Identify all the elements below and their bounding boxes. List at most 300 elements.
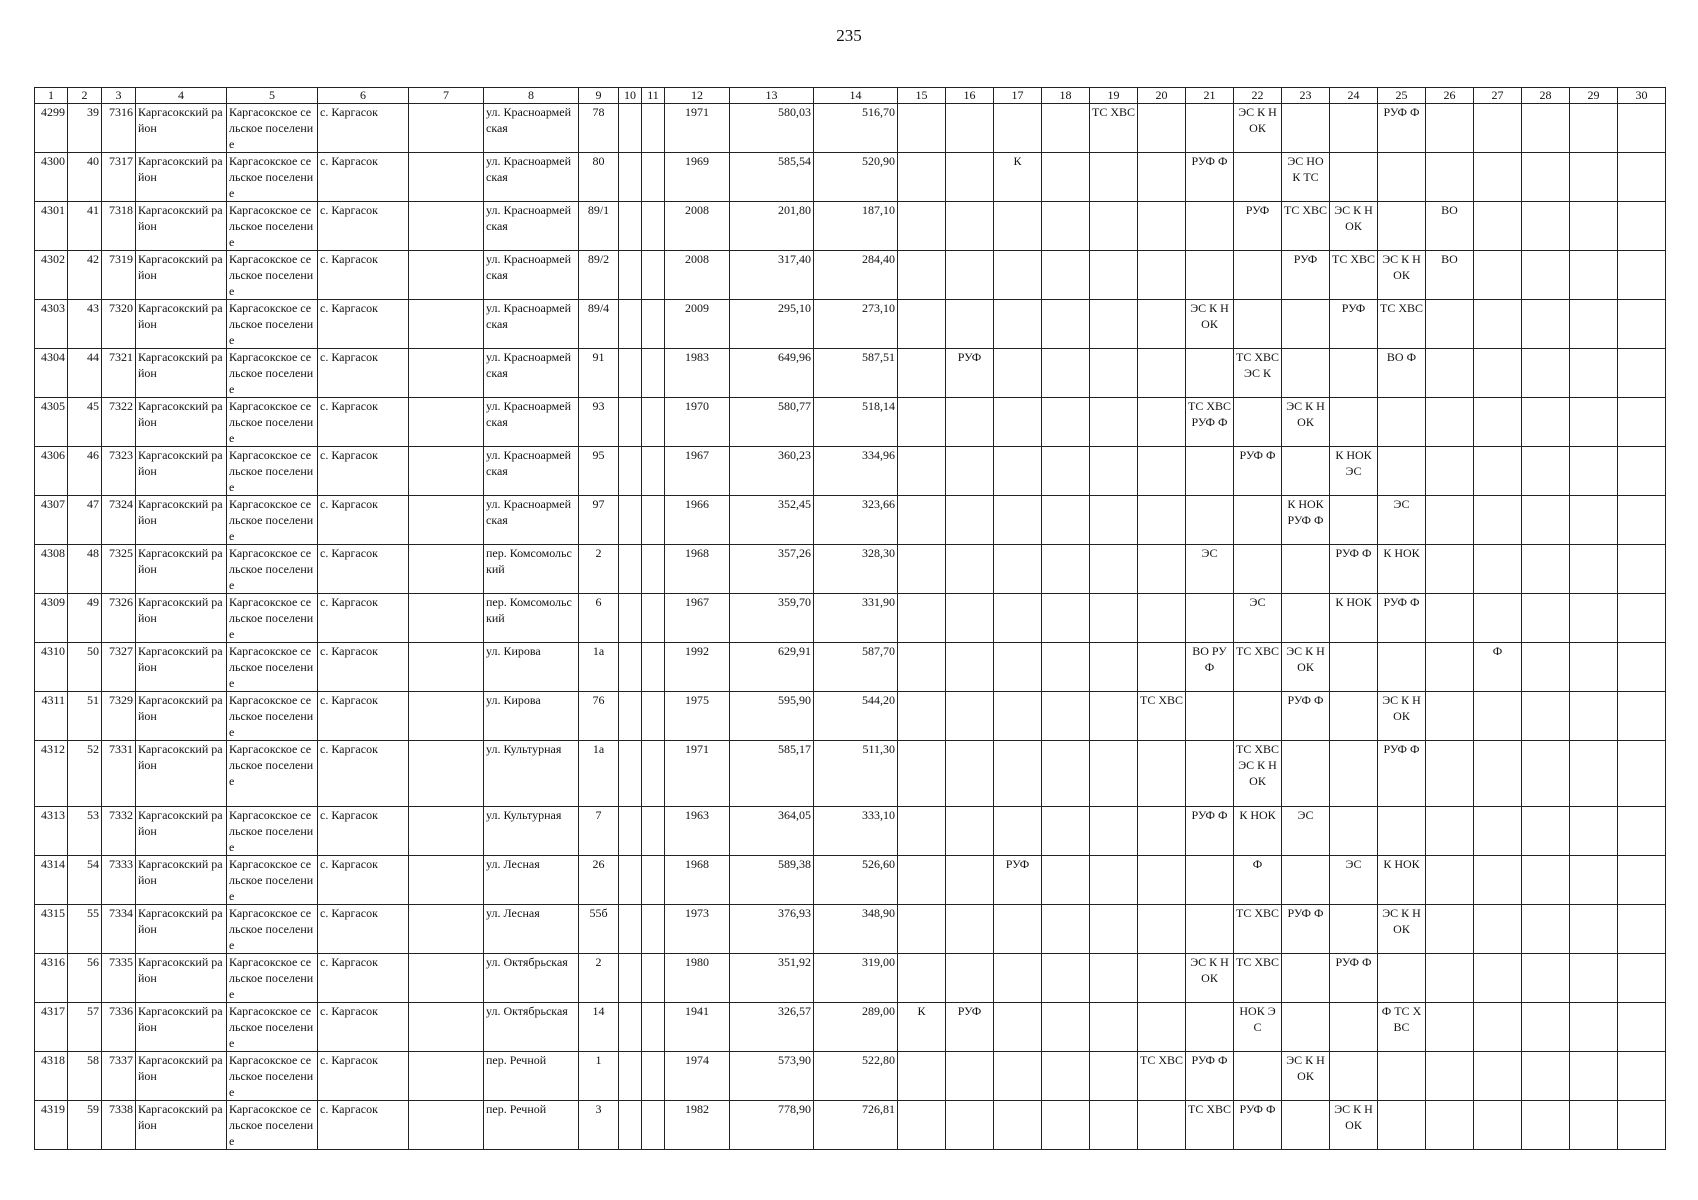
house-number-cell: 55б [579,905,619,954]
work-type-cell-23: ЭС К НОК [1282,643,1330,692]
work-type-cell-17 [994,545,1042,594]
column-7-cell [409,153,484,202]
house-number-cell: 89/2 [579,251,619,300]
column-10-cell [619,300,642,349]
locality-cell: с. Каргасок [318,447,409,496]
work-type-cell-26 [1426,594,1474,643]
work-type-cell-25: ЭС [1378,496,1426,545]
work-type-cell-29 [1570,1003,1618,1052]
work-type-cell-25: РУФ Ф [1378,594,1426,643]
object-id: 7322 [102,398,136,447]
object-id: 7326 [102,594,136,643]
work-type-cell-16 [946,153,994,202]
table-row [35,1003,1666,1052]
work-type-cell-19 [1090,349,1138,398]
total-area-cell: 326,57 [730,1003,814,1052]
work-type-cell-16 [946,807,994,856]
work-type-cell-30 [1618,1003,1666,1052]
work-type-cell-16 [946,496,994,545]
work-type-cell-20 [1138,807,1186,856]
work-type-cell-27 [1474,905,1522,954]
record-number: 4302 [35,251,68,300]
street-cell: ул. Культурная [484,807,579,856]
living-area-cell: 522,80 [814,1052,898,1101]
work-type-cell-24: К НОК ЭС [1330,447,1378,496]
work-type-cell-26 [1426,153,1474,202]
column-header-20: 20 [1138,88,1186,104]
table-body [35,104,1666,1150]
table-row [35,300,1666,349]
column-11-cell [642,954,665,1003]
work-type-cell-22: ЭС [1234,594,1282,643]
work-type-cell-29 [1570,643,1618,692]
object-id: 7317 [102,153,136,202]
build-year-cell: 1966 [665,496,730,545]
build-year-cell: 1963 [665,807,730,856]
work-type-cell-15 [898,1101,946,1150]
work-type-cell-26 [1426,1052,1474,1101]
house-number-cell: 1а [579,643,619,692]
work-type-cell-16 [946,447,994,496]
locality-cell: с. Каргасок [318,300,409,349]
locality-cell: с. Каргасок [318,1052,409,1101]
work-type-cell-27 [1474,496,1522,545]
column-11-cell [642,741,665,807]
sequence-number: 45 [68,398,102,447]
work-type-cell-20 [1138,202,1186,251]
work-type-cell-24: РУФ [1330,300,1378,349]
record-number: 4316 [35,954,68,1003]
living-area-cell: 587,70 [814,643,898,692]
work-type-cell-18 [1042,349,1090,398]
object-id: 7333 [102,856,136,905]
district-cell: Каргасокский район [136,1101,227,1150]
column-7-cell [409,300,484,349]
column-10-cell [619,496,642,545]
column-header-26: 26 [1426,88,1474,104]
sequence-number: 55 [68,905,102,954]
work-type-cell-19: ТС ХВС [1090,104,1138,153]
work-type-cell-28 [1522,104,1570,153]
work-type-cell-22 [1234,1052,1282,1101]
work-type-cell-26 [1426,545,1474,594]
table-row [35,153,1666,202]
column-header-1: 1 [35,88,68,104]
work-type-cell-26 [1426,349,1474,398]
work-type-cell-25 [1378,1052,1426,1101]
work-type-cell-22 [1234,692,1282,741]
work-type-cell-30 [1618,545,1666,594]
street-cell: ул. Красноармейская [484,447,579,496]
column-header-19: 19 [1090,88,1138,104]
work-type-cell-18 [1042,153,1090,202]
living-area-cell: 289,00 [814,1003,898,1052]
locality-cell: с. Каргасок [318,856,409,905]
work-type-cell-29 [1570,104,1618,153]
work-type-cell-27: Ф [1474,643,1522,692]
house-number-cell: 89/4 [579,300,619,349]
object-id: 7337 [102,1052,136,1101]
work-type-cell-15 [898,741,946,807]
settlement-cell: Каргасокское сельское поселение [227,349,318,398]
locality-cell: с. Каргасок [318,349,409,398]
district-cell: Каргасокский район [136,202,227,251]
column-10-cell [619,856,642,905]
work-type-cell-28 [1522,496,1570,545]
work-type-cell-28 [1522,1101,1570,1150]
work-type-cell-20 [1138,741,1186,807]
work-type-cell-17: РУФ [994,856,1042,905]
total-area-cell: 595,90 [730,692,814,741]
work-type-cell-23: ЭС К НОК [1282,398,1330,447]
work-type-cell-28 [1522,856,1570,905]
work-type-cell-29 [1570,1052,1618,1101]
living-area-cell: 544,20 [814,692,898,741]
work-type-cell-17 [994,202,1042,251]
work-type-cell-18 [1042,496,1090,545]
work-type-cell-27 [1474,349,1522,398]
work-type-cell-30 [1618,807,1666,856]
work-type-cell-24: ЭС К НОК [1330,202,1378,251]
column-11-cell [642,153,665,202]
house-number-cell: 2 [579,545,619,594]
work-type-cell-30 [1618,954,1666,1003]
work-type-cell-24 [1330,1052,1378,1101]
column-11-cell [642,349,665,398]
district-cell: Каргасокский район [136,349,227,398]
district-cell: Каргасокский район [136,692,227,741]
work-type-cell-23 [1282,545,1330,594]
work-type-cell-21: РУФ Ф [1186,153,1234,202]
work-type-cell-16 [946,741,994,807]
locality-cell: с. Каргасок [318,496,409,545]
work-type-cell-17 [994,954,1042,1003]
column-10-cell [619,104,642,153]
work-type-cell-18 [1042,905,1090,954]
column-7-cell [409,1052,484,1101]
work-type-cell-17 [994,807,1042,856]
street-cell: ул. Красноармейская [484,496,579,545]
street-cell: пер. Речной [484,1052,579,1101]
work-type-cell-22: РУФ Ф [1234,1101,1282,1150]
work-type-cell-26 [1426,954,1474,1003]
build-year-cell: 1968 [665,856,730,905]
column-header-24: 24 [1330,88,1378,104]
locality-cell: с. Каргасок [318,398,409,447]
work-type-cell-26: ВО [1426,251,1474,300]
column-7-cell [409,398,484,447]
table-row [35,954,1666,1003]
settlement-cell: Каргасокское сельское поселение [227,692,318,741]
work-type-cell-26 [1426,447,1474,496]
locality-cell: с. Каргасок [318,954,409,1003]
work-type-cell-20 [1138,545,1186,594]
work-type-cell-30 [1618,643,1666,692]
work-type-cell-15 [898,447,946,496]
record-number: 4313 [35,807,68,856]
work-type-cell-30 [1618,741,1666,807]
living-area-cell: 520,90 [814,153,898,202]
column-header-3: 3 [102,88,136,104]
column-header-28: 28 [1522,88,1570,104]
work-type-cell-27 [1474,1003,1522,1052]
work-type-cell-19 [1090,643,1138,692]
work-type-cell-18 [1042,1003,1090,1052]
work-type-cell-18 [1042,856,1090,905]
column-7-cell [409,954,484,1003]
object-id: 7316 [102,104,136,153]
table-row [35,1052,1666,1101]
work-type-cell-19 [1090,447,1138,496]
work-type-cell-18 [1042,692,1090,741]
work-type-cell-22 [1234,545,1282,594]
work-type-cell-30 [1618,349,1666,398]
work-type-cell-23: РУФ Ф [1282,905,1330,954]
work-type-cell-30 [1618,1101,1666,1150]
work-type-cell-29 [1570,1101,1618,1150]
column-10-cell [619,594,642,643]
living-area-cell: 333,10 [814,807,898,856]
table-row [35,251,1666,300]
total-area-cell: 585,17 [730,741,814,807]
work-type-cell-30 [1618,1052,1666,1101]
work-type-cell-18 [1042,300,1090,349]
work-type-cell-19 [1090,545,1138,594]
work-type-cell-18 [1042,202,1090,251]
sequence-number: 49 [68,594,102,643]
work-type-cell-22 [1234,496,1282,545]
column-10-cell [619,905,642,954]
house-number-cell: 1 [579,1052,619,1101]
total-area-cell: 573,90 [730,1052,814,1101]
living-area-cell: 587,51 [814,349,898,398]
build-year-cell: 1971 [665,104,730,153]
work-type-cell-27 [1474,807,1522,856]
work-type-cell-19 [1090,954,1138,1003]
build-year-cell: 2008 [665,251,730,300]
total-area-cell: 360,23 [730,447,814,496]
work-type-cell-21: ЭС [1186,545,1234,594]
work-type-cell-28 [1522,905,1570,954]
work-type-cell-19 [1090,1052,1138,1101]
column-header-17: 17 [994,88,1042,104]
work-type-cell-18 [1042,807,1090,856]
work-type-cell-20: ТС ХВС [1138,692,1186,741]
work-type-cell-21: ТС ХВС [1186,1101,1234,1150]
work-type-cell-24 [1330,153,1378,202]
column-header-11: 11 [642,88,665,104]
work-type-cell-17 [994,905,1042,954]
work-type-cell-28 [1522,692,1570,741]
work-type-cell-16 [946,545,994,594]
work-type-cell-27 [1474,447,1522,496]
column-7-cell [409,643,484,692]
living-area-cell: 334,96 [814,447,898,496]
work-type-cell-15 [898,594,946,643]
build-year-cell: 1974 [665,1052,730,1101]
work-type-cell-20 [1138,447,1186,496]
house-number-cell: 26 [579,856,619,905]
work-type-cell-29 [1570,398,1618,447]
table-row [35,545,1666,594]
record-number: 4303 [35,300,68,349]
work-type-cell-16 [946,251,994,300]
street-cell: ул. Культурная [484,741,579,807]
work-type-cell-20 [1138,1003,1186,1052]
work-type-cell-30 [1618,153,1666,202]
work-type-cell-23 [1282,741,1330,807]
work-type-cell-27 [1474,104,1522,153]
work-type-cell-15 [898,300,946,349]
work-type-cell-19 [1090,594,1138,643]
work-type-cell-20 [1138,954,1186,1003]
work-type-cell-22: ТС ХВС ЭС К [1234,349,1282,398]
work-type-cell-21: ВО РУФ [1186,643,1234,692]
work-type-cell-21 [1186,251,1234,300]
total-area-cell: 351,92 [730,954,814,1003]
column-header-12: 12 [665,88,730,104]
street-cell: пер. Речной [484,1101,579,1150]
work-type-cell-20 [1138,643,1186,692]
work-type-cell-17 [994,349,1042,398]
work-type-cell-28 [1522,251,1570,300]
column-11-cell [642,1052,665,1101]
column-10-cell [619,1003,642,1052]
table-row [35,741,1666,807]
work-type-cell-23 [1282,447,1330,496]
column-header-9: 9 [579,88,619,104]
settlement-cell: Каргасокское сельское поселение [227,905,318,954]
column-7-cell [409,251,484,300]
table-row [35,643,1666,692]
settlement-cell: Каргасокское сельское поселение [227,398,318,447]
object-id: 7338 [102,1101,136,1150]
work-type-cell-18 [1042,954,1090,1003]
work-type-cell-25: К НОК [1378,856,1426,905]
work-type-cell-27 [1474,153,1522,202]
work-type-cell-20 [1138,905,1186,954]
column-7-cell [409,692,484,741]
work-type-cell-26 [1426,692,1474,741]
work-type-cell-25 [1378,447,1426,496]
work-type-cell-25 [1378,1101,1426,1150]
build-year-cell: 2009 [665,300,730,349]
locality-cell: с. Каргасок [318,153,409,202]
record-number: 4315 [35,905,68,954]
work-type-cell-21: ЭС К НОК [1186,954,1234,1003]
work-type-cell-27 [1474,692,1522,741]
build-year-cell: 1971 [665,741,730,807]
work-type-cell-16: РУФ [946,1003,994,1052]
locality-cell: с. Каргасок [318,643,409,692]
work-type-cell-21: РУФ Ф [1186,807,1234,856]
district-cell: Каргасокский район [136,643,227,692]
work-type-cell-17 [994,251,1042,300]
column-7-cell [409,594,484,643]
work-type-cell-20 [1138,153,1186,202]
work-type-cell-28 [1522,300,1570,349]
record-number: 4318 [35,1052,68,1101]
column-11-cell [642,856,665,905]
house-number-cell: 80 [579,153,619,202]
work-type-cell-15 [898,202,946,251]
record-number: 4317 [35,1003,68,1052]
sequence-number: 44 [68,349,102,398]
column-10-cell [619,202,642,251]
build-year-cell: 1968 [665,545,730,594]
sequence-number: 39 [68,104,102,153]
record-number: 4310 [35,643,68,692]
work-type-cell-25: ЭС К НОК [1378,692,1426,741]
work-type-cell-24: ЭС [1330,856,1378,905]
column-header-21: 21 [1186,88,1234,104]
work-type-cell-18 [1042,741,1090,807]
work-type-cell-15 [898,807,946,856]
work-type-cell-22 [1234,398,1282,447]
work-type-cell-19 [1090,202,1138,251]
build-year-cell: 1967 [665,447,730,496]
work-type-cell-23: ЭС [1282,807,1330,856]
column-number-header [35,88,1666,104]
sequence-number: 46 [68,447,102,496]
work-type-cell-22: Ф [1234,856,1282,905]
work-type-cell-21 [1186,1003,1234,1052]
sequence-number: 41 [68,202,102,251]
work-type-cell-21: РУФ Ф [1186,1052,1234,1101]
work-type-cell-22: РУФ Ф [1234,447,1282,496]
record-number: 4311 [35,692,68,741]
work-type-cell-30 [1618,496,1666,545]
work-type-cell-30 [1618,692,1666,741]
work-type-cell-25: РУФ Ф [1378,741,1426,807]
work-type-cell-27 [1474,545,1522,594]
total-area-cell: 357,26 [730,545,814,594]
district-cell: Каргасокский район [136,447,227,496]
column-10-cell [619,153,642,202]
work-type-cell-25: Ф ТС ХВС [1378,1003,1426,1052]
work-type-cell-30 [1618,447,1666,496]
work-type-cell-18 [1042,594,1090,643]
work-type-cell-23 [1282,104,1330,153]
work-type-cell-19 [1090,1003,1138,1052]
work-type-cell-29 [1570,594,1618,643]
sequence-number: 48 [68,545,102,594]
column-header-16: 16 [946,88,994,104]
work-type-cell-30 [1618,594,1666,643]
work-type-cell-26 [1426,104,1474,153]
work-type-cell-18 [1042,643,1090,692]
district-cell: Каргасокский район [136,545,227,594]
sequence-number: 59 [68,1101,102,1150]
sequence-number: 42 [68,251,102,300]
column-header-4: 4 [136,88,227,104]
total-area-cell: 585,54 [730,153,814,202]
work-type-cell-29 [1570,807,1618,856]
record-number: 4306 [35,447,68,496]
work-type-cell-21 [1186,856,1234,905]
object-id: 7327 [102,643,136,692]
work-type-cell-15 [898,954,946,1003]
work-type-cell-24: ТС ХВС [1330,251,1378,300]
object-id: 7332 [102,807,136,856]
work-type-cell-17 [994,300,1042,349]
work-type-cell-16 [946,202,994,251]
settlement-cell: Каргасокское сельское поселение [227,807,318,856]
work-type-cell-15 [898,153,946,202]
total-area-cell: 629,91 [730,643,814,692]
column-header-5: 5 [227,88,318,104]
locality-cell: с. Каргасок [318,692,409,741]
